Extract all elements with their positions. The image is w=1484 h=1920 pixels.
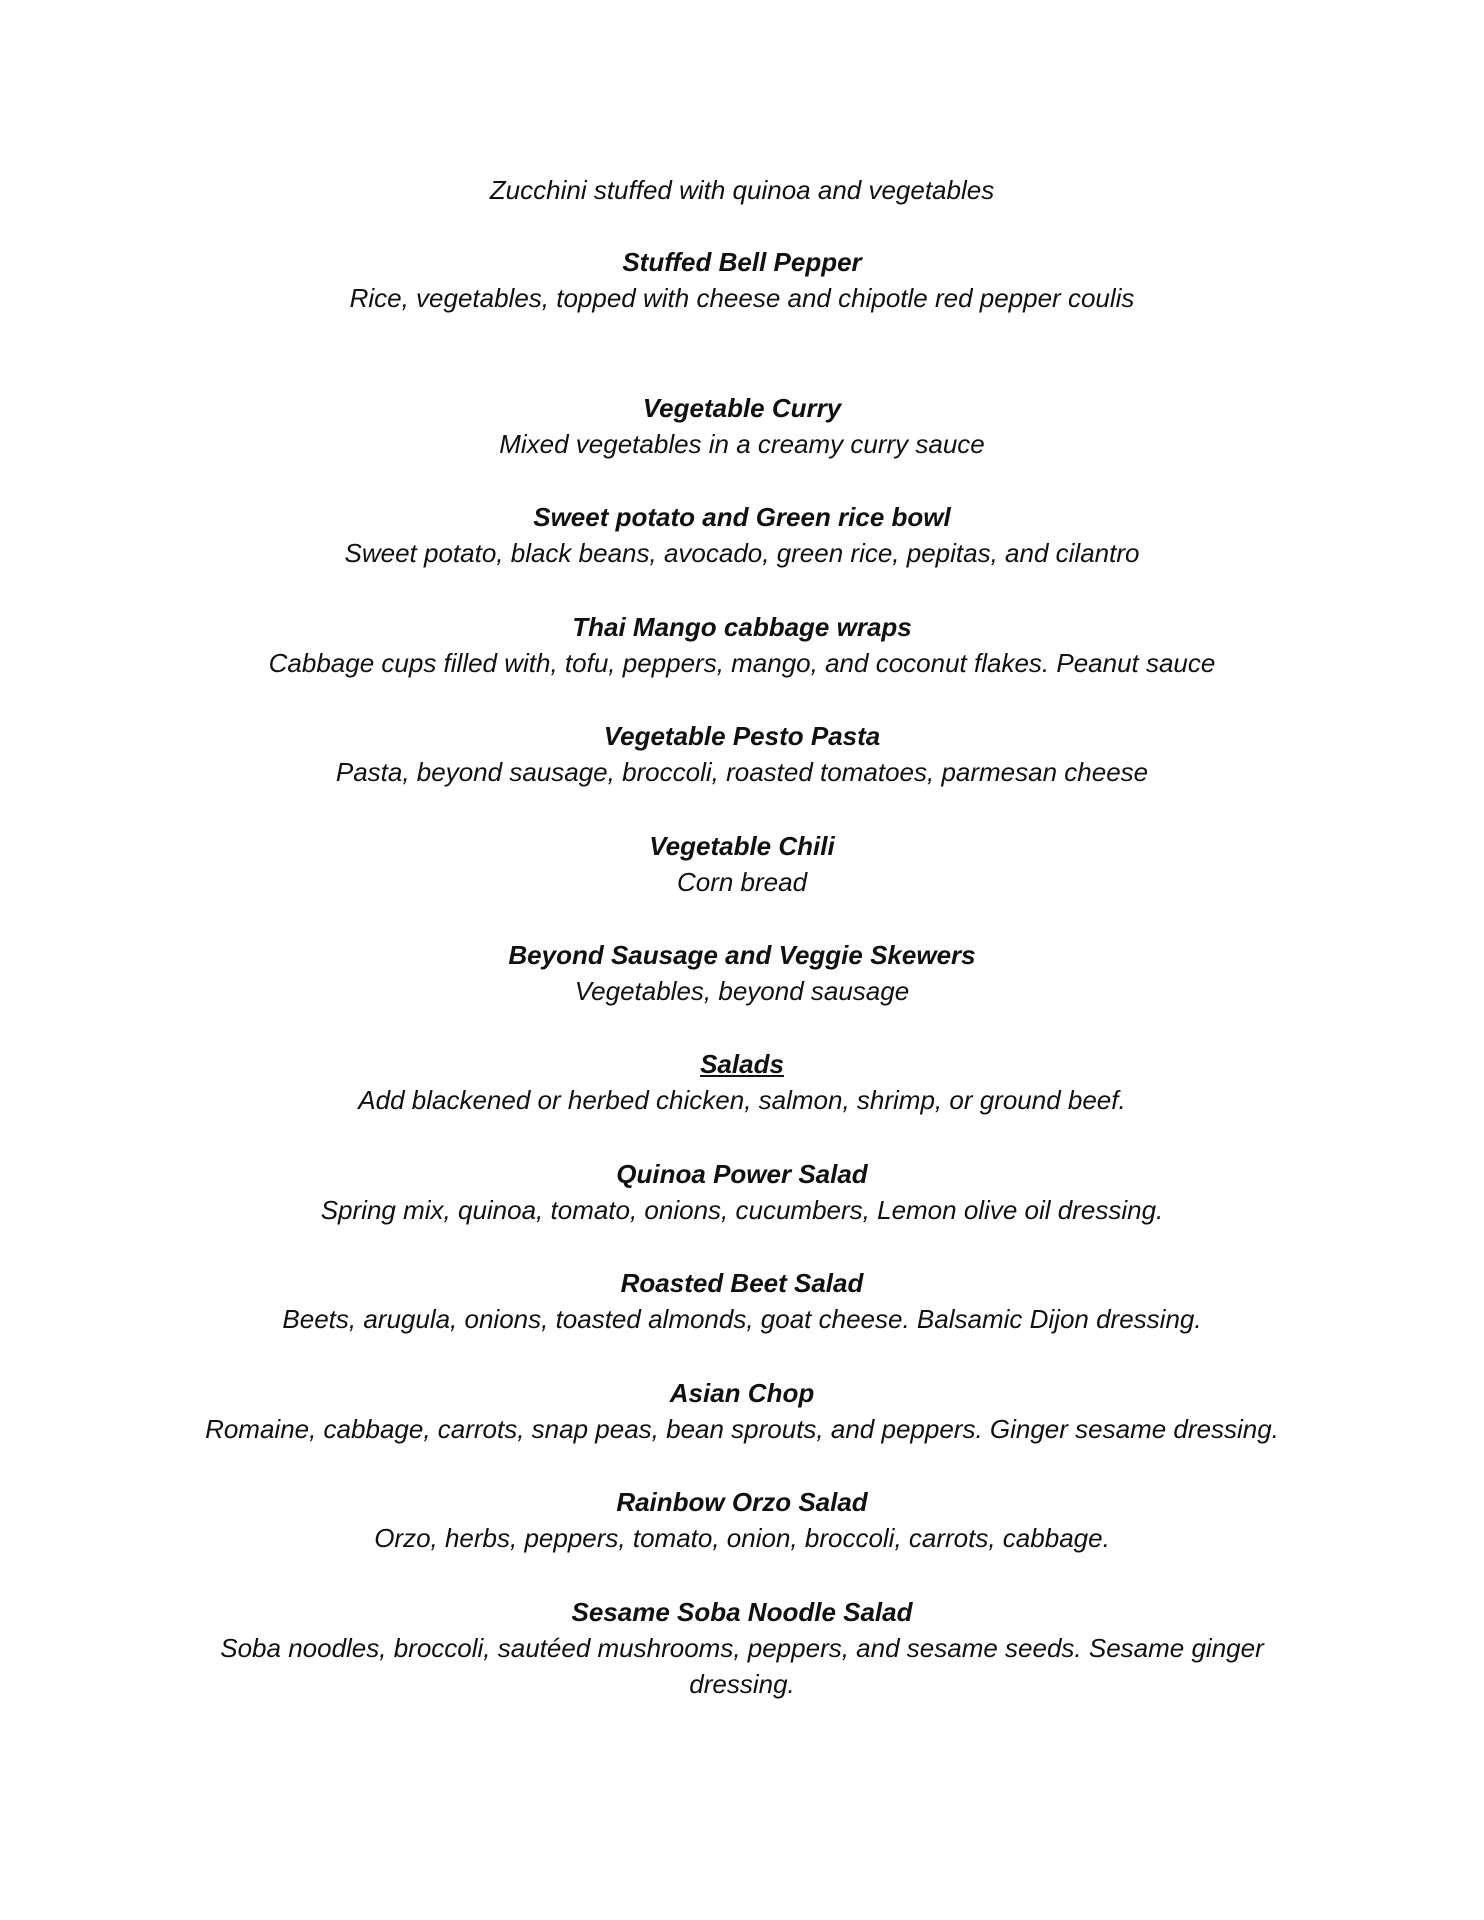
salad-desc-quinoa-power: Spring mix, quinoa, tomato, onions, cucumbers, Lemon olive oil dressing. (320, 1195, 1164, 1225)
salad-title-asian-chop: Asian Chop (669, 1378, 815, 1408)
salad-title-rainbow-orzo: Rainbow Orzo Salad (616, 1487, 868, 1517)
item-desc-vegetable-chili: Corn bread (676, 867, 808, 897)
item-title-vegetable-pesto-pasta: Vegetable Pesto Pasta (603, 721, 881, 751)
item-title-vegetable-curry: Vegetable Curry (642, 393, 842, 423)
salads-note: Add blackened or herbed chicken, salmon, shrimp, or ground beef. (358, 1085, 1126, 1115)
item-title-thai-mango-wraps: Thai Mango cabbage wraps (572, 612, 912, 642)
salad-title-quinoa-power: Quinoa Power Salad (616, 1159, 868, 1189)
salad-title-sesame-soba: Sesame Soba Noodle Salad (571, 1597, 913, 1627)
salad-desc-rainbow-orzo: Orzo, herbs, peppers, tomato, onion, broccoli, carrots, cabbage. (374, 1523, 1110, 1553)
salads-heading: Salads (700, 1049, 784, 1079)
item-title-vegetable-chili: Vegetable Chili (649, 831, 835, 861)
salad-desc-sesame-soba-line1: Soba noodles, broccoli, sautéed mushrooms, peppers, and sesame seeds. Sesame ginger (220, 1633, 1264, 1663)
item-title-stuffed-bell-pepper: Stuffed Bell Pepper (622, 247, 862, 277)
item-desc-vegetable-curry: Mixed vegetables in a creamy curry sauce (499, 429, 985, 459)
salad-title-roasted-beet: Roasted Beet Salad (620, 1268, 864, 1298)
intro-text: Zucchini stuffed with quinoa and vegetables (489, 175, 995, 205)
salad-desc-asian-chop: Romaine, cabbage, carrots, snap peas, bean sprouts, and peppers. Ginger sesame dressing. (205, 1414, 1279, 1444)
item-desc-vegetable-pesto-pasta: Pasta, beyond sausage, broccoli, roasted tomatoes, parmesan cheese (335, 757, 1149, 787)
item-desc-thai-mango-wraps: Cabbage cups filled with, tofu, peppers, mango, and coconut flakes. Peanut sauce (268, 648, 1216, 678)
salad-desc-sesame-soba-line2: dressing. (689, 1669, 795, 1699)
item-title-sweet-potato-bowl: Sweet potato and Green rice bowl (533, 502, 951, 532)
item-desc-sweet-potato-bowl: Sweet potato, black beans, avocado, green rice, pepitas, and cilantro (344, 538, 1140, 568)
salad-desc-roasted-beet: Beets, arugula, onions, toasted almonds, goat cheese. Balsamic Dijon dressing. (282, 1304, 1202, 1334)
item-desc-veggie-skewers: Vegetables, beyond sausage (574, 976, 910, 1006)
item-desc-stuffed-bell-pepper: Rice, vegetables, topped with cheese and chipotle red pepper coulis (349, 283, 1135, 313)
item-title-veggie-skewers: Beyond Sausage and Veggie Skewers (508, 940, 976, 970)
